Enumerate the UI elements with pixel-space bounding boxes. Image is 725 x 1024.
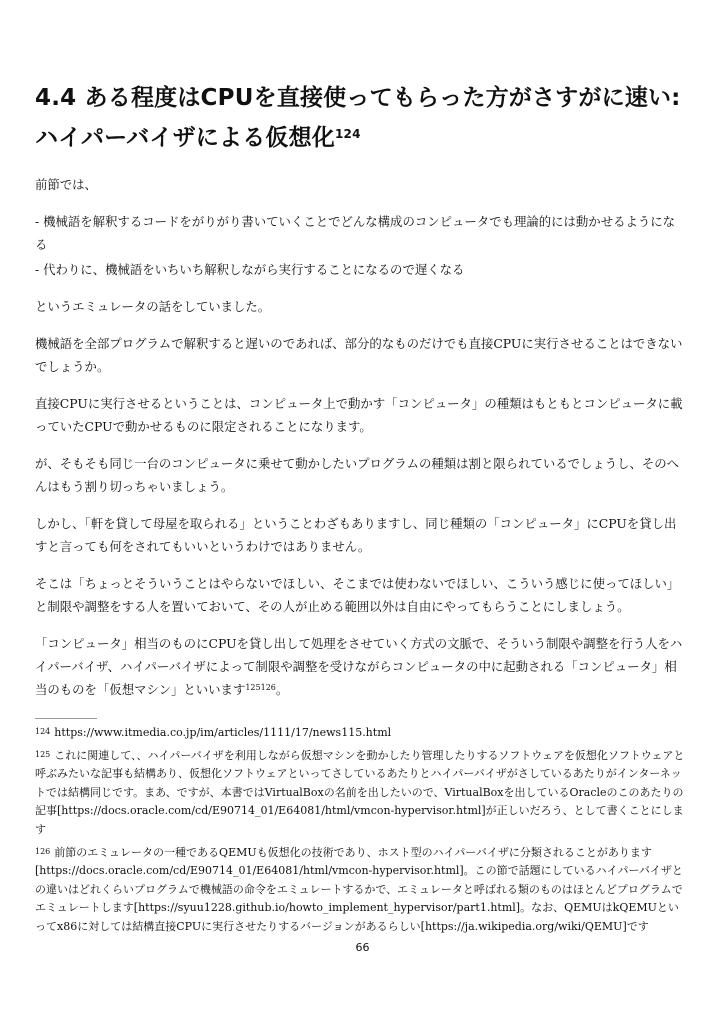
section-heading: [35, 78, 685, 158]
paragraph-text: 「コンピュータ」相当のものにCPUを貸し出して処理をさせていく方式の文脈で、そういう制限や調整を行う人をハイパーバイザ、ハイパーバイザによって制限や調整を受けながらコンピュータの中に起動される「コンピュータ」相当のものを「仮想マシン」といいます: [35, 636, 683, 697]
paragraph: 前節では、: [35, 177, 97, 192]
footnote: [35, 747, 687, 840]
footnote-text[interactable]: https://www.itmedia.co.jp/im/articles/1111/17/news115.html: [54, 726, 392, 739]
paragraph: [35, 632, 687, 701]
body-text: [35, 173, 687, 715]
bullet-item: - 機械語を解釈するコードをがりがり書いていくことでどんな構成のコンピュータでも理論的には動かせるようになる: [35, 214, 676, 252]
paragraph: そこは「ちょっとそういうことはやらないでほしい、そこまでは使わないでほしい、こういう感じに使ってほしい」と制限や調整をする人を置いておいて、その人が止める範囲以外は自由にやってもらうことにしましょう。: [35, 576, 680, 614]
footnote-ref-125-126[interactable]: 125126: [245, 683, 276, 692]
paragraph: というエミュレータの話をしていました。: [35, 299, 271, 314]
paragraph-end: 。: [275, 682, 289, 697]
paragraph: が、そもそも同じ一台のコンピュータに乗せて動かしたいプログラムの種類は割と限られているでしょうし、そのへんはもう割り切っちゃいましょう。: [35, 456, 680, 494]
footnote-text: 前節のエミュレータの一種であるQEMUも仮想化の技術であり、ホスト型のハイパーバイザに分類されることがあります[https://docs.oracle.com/cd/E90714_01/E64081/html/vmcon-hypervisor.html]。この節で話題にしているハイパーバイザとの違いはどれくらいプログラムで機械語の命令をエミュレートするかで、エミュレータと呼ばれる類のものはほとんどプログラムでエミュレートします[https://syuu1228.github.io/howto_implement_hypervisor/part1.html]。なお、QEMUはkQEMUといってx86に対しては結構直接CPUに実行させたりするバージョンがあるらしい[https://ja.wikipedia.org/wiki/QEMU]です: [35, 845, 683, 933]
footnote: [35, 844, 687, 937]
footnote-number: 124: [35, 727, 51, 736]
footnote-number: 125: [35, 749, 51, 759]
paragraph: 機械語を全部プログラムで解釈すると遅いのであれば、部分的なものだけでも直接CPUに実行させることはできないでしょうか。: [35, 336, 683, 374]
paragraph: しかし、「軒を貸して母屋を取られる」ということわざもありますし、同じ種類の「コンピュータ」にCPUを貸し出すと言っても何をされてもいいというわけではありません。: [35, 516, 677, 554]
section-heading-text: 4.4 ある程度はCPUを直接使ってもらった方がさすがに速い: ハイパーバイザによる仮想化: [35, 85, 681, 151]
footnote: [35, 724, 687, 743]
bullet-item: - 代わりに、機械語をいちいち解釈しながら実行することになるので遅くなる: [35, 262, 465, 277]
page-number: 66: [355, 941, 370, 954]
footnote-text: これに関連して、、ハイパーバイザを利用しながら仮想マシンを動かしたり管理したりするソフトウェアを仮想化ソフトウェアと呼ぶみたいな記事も結構あり、仮想化ソフトウェアといってさしているあたりとハイパーバイザがさしているあたりがインターネットでは結構同じです。まあ、ですが、本書ではVirtualBoxの名前を出したいので、VirtualBoxを出しているOracleのこのあたりの記事[https://docs.oracle.com/cd/E90714_01/E64081/html/vmcon-hypervisor.html]が正しいだろう、として書くことにします: [35, 748, 685, 836]
footnote-ref-124[interactable]: 124: [335, 127, 361, 141]
footnote-number: 126: [35, 846, 51, 856]
footnotes: [35, 724, 687, 941]
paragraph: 直接CPUに実行させるということは、コンピュータ上で動かす「コンピュータ」の種類はもともとコンピュータに載っていたCPUで動かせるものに限定されることになります。: [35, 396, 683, 434]
footnote-divider: [35, 718, 97, 719]
